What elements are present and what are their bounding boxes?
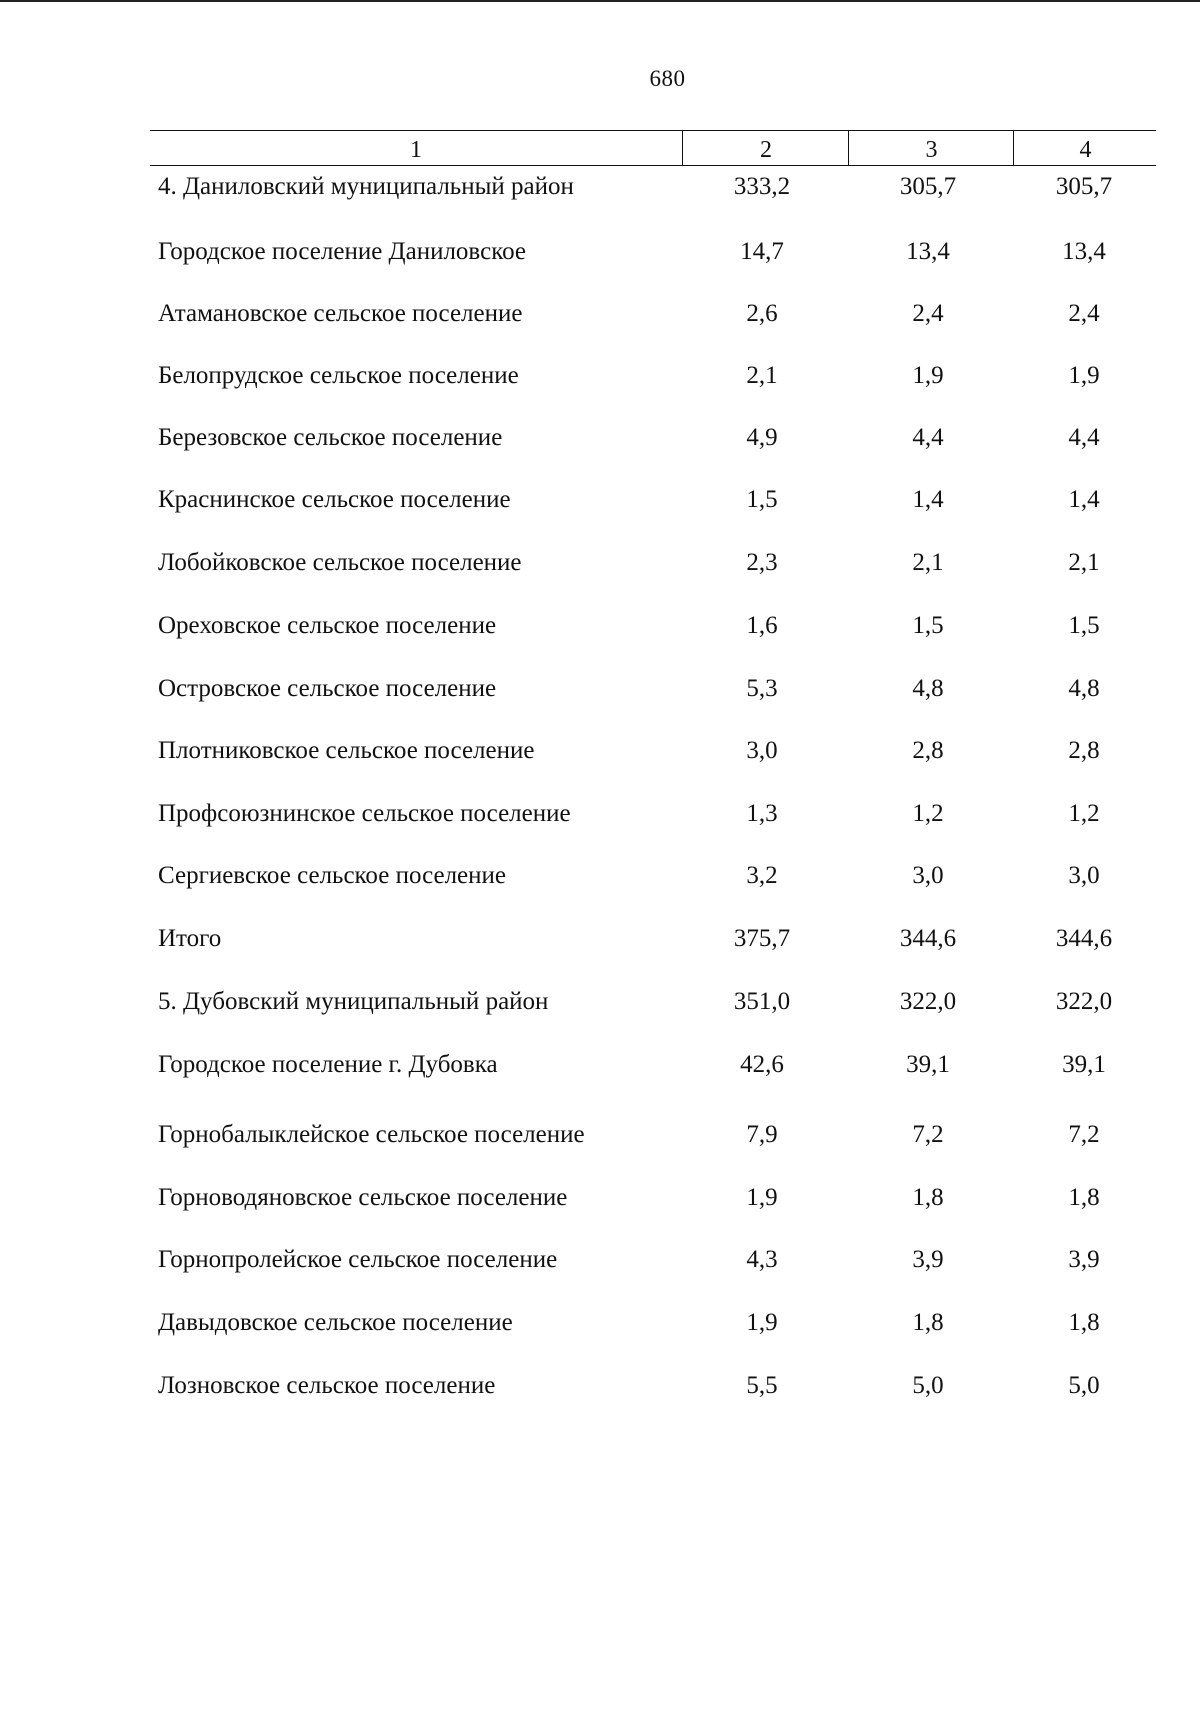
row-value-col-3: 5,0 xyxy=(912,1372,944,1399)
page-number: 680 xyxy=(649,66,686,91)
row-value-col-4: 13,4 xyxy=(1062,238,1106,265)
row-name: 5. Дубовский муниципальный район xyxy=(158,988,549,1015)
table-row xyxy=(0,543,1200,583)
row-value-col-4: 7,2 xyxy=(1068,1121,1100,1148)
row-value-col-4: 1,5 xyxy=(1068,612,1100,639)
table-row xyxy=(0,982,1200,1022)
row-value-col-3: 7,2 xyxy=(912,1121,944,1148)
table-row xyxy=(0,167,1200,207)
row-value-col-3: 2,8 xyxy=(912,737,944,764)
row-value-col-3: 344,6 xyxy=(899,925,957,952)
row-value-col-2: 14,7 xyxy=(740,238,784,265)
row-name: Городское поселение Даниловское xyxy=(158,238,526,265)
row-name: Ореховское сельское поселение xyxy=(158,612,497,639)
row-name: Горнобалыклейское сельское поселение xyxy=(158,1121,585,1148)
row-value-col-2: 351,0 xyxy=(733,988,791,1015)
row-name: Профсоюзнинское сельское поселение xyxy=(158,800,571,827)
header-col-4: 4 xyxy=(1013,131,1157,165)
row-value-col-4: 2,1 xyxy=(1068,549,1100,576)
row-value-col-4: 5,0 xyxy=(1068,1372,1100,1399)
table-row xyxy=(0,1366,1200,1406)
row-name: Итого xyxy=(158,925,222,952)
row-value-col-3: 1,9 xyxy=(912,362,944,389)
row-name: Сергиевское сельское поселение xyxy=(158,862,507,889)
row-value-col-4: 2,8 xyxy=(1068,737,1100,764)
row-value-col-4: 322,0 xyxy=(1055,988,1113,1015)
table-row xyxy=(0,1303,1200,1343)
row-value-col-4: 3,0 xyxy=(1068,862,1100,889)
table-row xyxy=(0,232,1200,272)
table-row xyxy=(0,480,1200,520)
row-name: Горноводяновское сельское поселение xyxy=(158,1184,568,1211)
row-value-col-3: 2,4 xyxy=(912,300,944,327)
row-value-col-2: 7,9 xyxy=(746,1121,778,1148)
row-value-col-2: 1,9 xyxy=(746,1184,778,1211)
row-value-col-3: 39,1 xyxy=(906,1051,950,1078)
row-name: Давыдовское сельское поселение xyxy=(158,1309,513,1336)
row-value-col-3: 3,0 xyxy=(912,862,944,889)
row-value-col-4: 1,9 xyxy=(1068,362,1100,389)
table-row xyxy=(0,1178,1200,1218)
row-value-col-2: 375,7 xyxy=(733,925,791,952)
row-value-col-4: 1,4 xyxy=(1068,486,1100,513)
row-value-col-2: 4,3 xyxy=(746,1246,778,1273)
row-name: 4. Даниловский муниципальный район xyxy=(158,173,574,200)
table-row xyxy=(0,356,1200,396)
row-value-col-2: 5,5 xyxy=(746,1372,778,1399)
row-value-col-2: 1,9 xyxy=(746,1309,778,1336)
row-value-col-4: 344,6 xyxy=(1055,925,1113,952)
row-name: Лобойковское сельское поселение xyxy=(158,549,522,576)
row-value-col-2: 2,6 xyxy=(746,300,778,327)
table-row xyxy=(0,1115,1200,1155)
row-value-col-2: 5,3 xyxy=(746,675,778,702)
row-value-col-4: 4,8 xyxy=(1068,675,1100,702)
row-value-col-4: 305,7 xyxy=(1055,173,1113,200)
row-value-col-3: 13,4 xyxy=(906,238,950,265)
header-col-2: 2 xyxy=(682,131,849,165)
row-name: Лозновское сельское поселение xyxy=(158,1372,496,1399)
row-name: Островское сельское поселение xyxy=(158,675,497,702)
row-name: Атамановское сельское поселение xyxy=(158,300,523,327)
row-name: Краснинское сельское поселение xyxy=(158,486,511,513)
row-value-col-4: 2,4 xyxy=(1068,300,1100,327)
table-row xyxy=(0,794,1200,834)
row-name: Горнопролейское сельское поселение xyxy=(158,1246,558,1273)
row-value-col-2: 1,3 xyxy=(746,800,778,827)
row-name: Плотниковское сельское поселение xyxy=(158,737,535,764)
table-row xyxy=(0,418,1200,458)
row-value-col-2: 333,2 xyxy=(733,173,791,200)
row-value-col-3: 305,7 xyxy=(899,173,957,200)
row-value-col-4: 39,1 xyxy=(1062,1051,1106,1078)
row-value-col-3: 1,4 xyxy=(912,486,944,513)
row-value-col-3: 1,8 xyxy=(912,1309,944,1336)
row-value-col-2: 1,5 xyxy=(746,486,778,513)
row-value-col-4: 3,9 xyxy=(1068,1246,1100,1273)
row-name: Городское поселение г. Дубовка xyxy=(158,1051,498,1078)
row-value-col-2: 4,9 xyxy=(746,424,778,451)
table-row xyxy=(0,731,1200,771)
page-top-border xyxy=(0,0,1200,2)
table-row xyxy=(0,1240,1200,1280)
row-value-col-3: 1,8 xyxy=(912,1184,944,1211)
table-row xyxy=(0,669,1200,709)
row-name: Березовское сельское поселение xyxy=(158,424,503,451)
table-row xyxy=(0,294,1200,334)
table-row xyxy=(0,606,1200,646)
table-row xyxy=(0,1045,1200,1085)
row-value-col-4: 1,2 xyxy=(1068,800,1100,827)
row-value-col-2: 1,6 xyxy=(746,612,778,639)
row-value-col-3: 3,9 xyxy=(912,1246,944,1273)
row-value-col-4: 4,4 xyxy=(1068,424,1100,451)
row-value-col-3: 4,8 xyxy=(912,675,944,702)
table-row xyxy=(0,856,1200,896)
row-value-col-3: 1,2 xyxy=(912,800,944,827)
row-value-col-4: 1,8 xyxy=(1068,1309,1100,1336)
row-value-col-2: 2,1 xyxy=(746,362,778,389)
table-row xyxy=(0,919,1200,959)
row-value-col-2: 42,6 xyxy=(740,1051,784,1078)
row-value-col-3: 2,1 xyxy=(912,549,944,576)
row-value-col-3: 322,0 xyxy=(899,988,957,1015)
table-header xyxy=(150,130,1156,166)
row-name: Белопрудское сельское поселение xyxy=(158,362,519,389)
row-value-col-3: 1,5 xyxy=(912,612,944,639)
row-value-col-3: 4,4 xyxy=(912,424,944,451)
header-col-1: 1 xyxy=(410,137,422,163)
row-value-col-4: 1,8 xyxy=(1068,1184,1100,1211)
row-value-col-2: 3,0 xyxy=(746,737,778,764)
row-value-col-2: 2,3 xyxy=(746,549,778,576)
header-col-3: 3 xyxy=(848,131,1014,165)
row-value-col-2: 3,2 xyxy=(746,862,778,889)
